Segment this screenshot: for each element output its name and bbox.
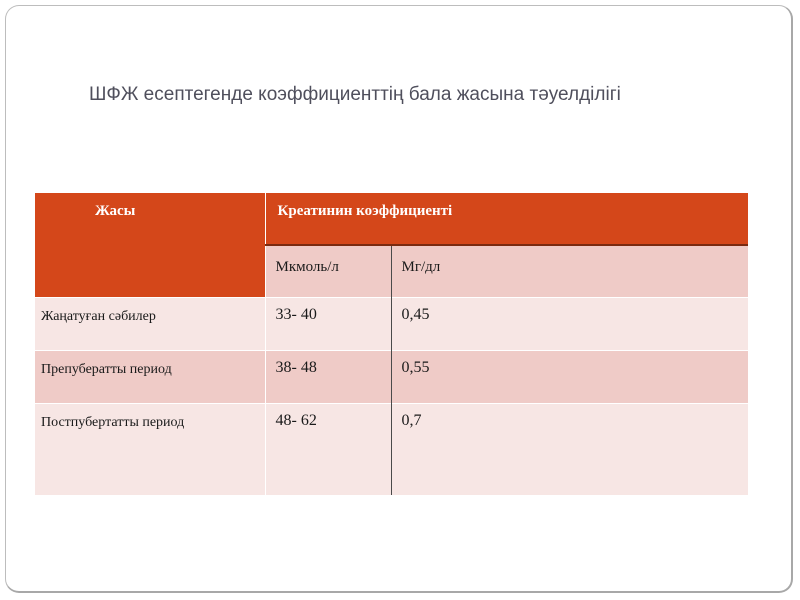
row-age-label: Препубератты период <box>35 350 265 403</box>
subheader-mkmol: Мкмоль/л <box>265 245 391 297</box>
subheader-mgdl: Мг/дл <box>391 245 748 297</box>
header-coefficient: Креатинин коэффициенті <box>265 193 748 245</box>
slide-title: ШФЖ есептегенде коэффициенттің бала жасына тәуелділігі <box>89 84 621 105</box>
row-mkmol-value: 38- 48 <box>265 350 391 403</box>
creatinine-coefficient-table <box>35 193 748 495</box>
row-age-label: Жаңатуған сәбилер <box>35 297 265 350</box>
row-mkmol-value: 33- 40 <box>265 297 391 350</box>
header-age: Жасы <box>35 193 265 297</box>
row-age-label: Постпубертатты период <box>35 403 265 495</box>
row-mkmol-value: 48- 62 <box>265 403 391 495</box>
table-row <box>35 297 748 350</box>
table-row <box>35 403 748 495</box>
row-mgdl-value: 0,45 <box>391 297 748 350</box>
row-mgdl-value: 0,55 <box>391 350 748 403</box>
table-row <box>35 350 748 403</box>
row-mgdl-value: 0,7 <box>391 403 748 495</box>
